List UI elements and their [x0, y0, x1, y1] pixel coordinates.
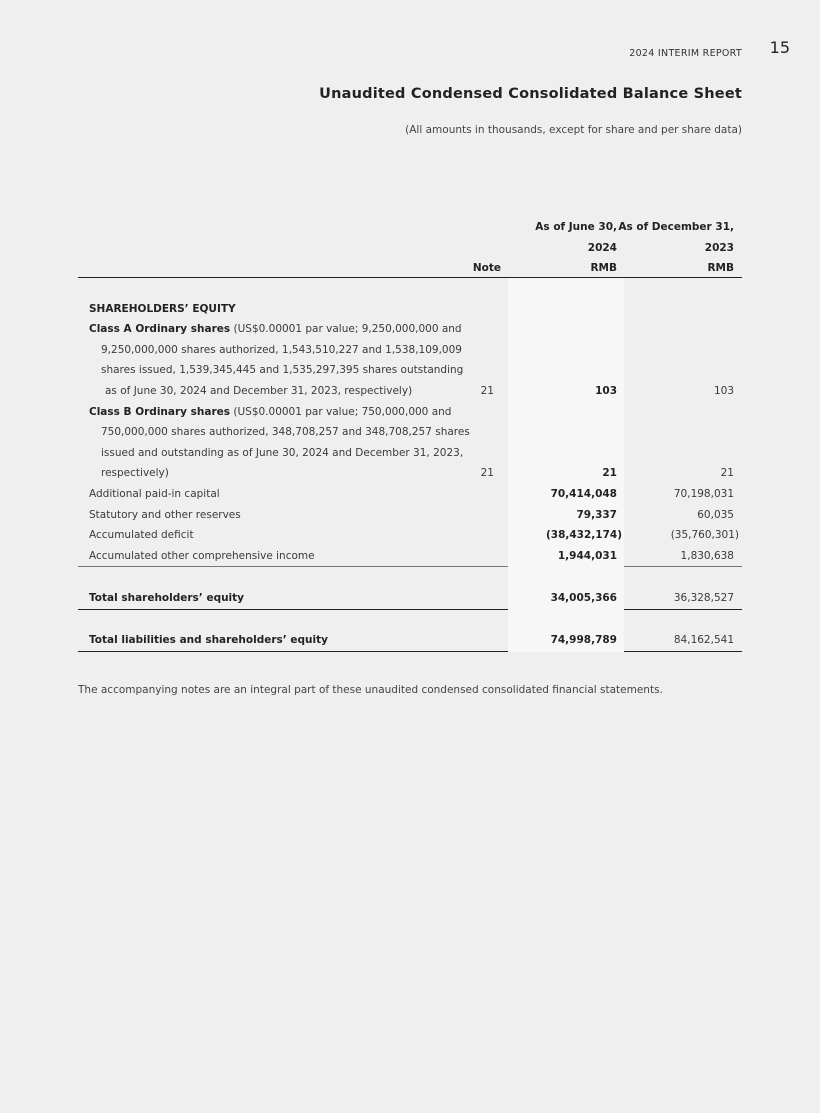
page-title: Unaudited Condensed Consolidated Balance Sheet [319, 86, 742, 102]
class-a-note: 21 [480, 384, 494, 397]
class-a-row-line1: Class A Ordinary shares (US$0.00001 par value; 9,250,000,000 and [89, 323, 462, 336]
grand-total-rule [78, 651, 742, 652]
table-row: Additional paid-in capital 70,414,048 70,198,031 [89, 487, 734, 500]
total-liabilities-equity-row: Total liabilities and shareholders’ equity 74,998,789 84,162,541 [89, 634, 734, 647]
class-b-note: 21 [480, 467, 494, 480]
balance-sheet-table: As of June 30, 2024 RMB As of December 31, 2023 RMB Note SHAREHOLDERS’ EQUITY Class A Ordinary shares (US$0.00001 par value; 9,250,000,000 and 9,250,000,000 shares authorized, 1,543,510,227 and 1,538,109,009 shares issued, 1,539,345,445 and 1,535,297,395 shares outstanding as of June 30, 2024 and December 31, 2023, respectively) 21 103 103 Class B Ordinary shares (US$0.00001 par value; 750,000,000 and 750,000,000 shares authorized, 348,708,257 and 348,708,257 shares issued and outstanding as of June 30, 2024 and December 31, 2023, respectively) 21 21 21 Additional paid-in capital 70,414,048 70,198,031 Statutory and other reserves 79,337 60,035 Accumulated deficit (38,432,174) (35,760,301) Accumulated other comprehensive income 1,944,031 1,830,638 Total shareholders’ equity 34,005,366 36,328,527 Total liabilities and shareholders’ equity 74,998,789 84,162,541 [78, 218, 742, 652]
section-heading: SHAREHOLDERS’ EQUITY [89, 302, 236, 315]
class-b-prior: 21 [720, 467, 734, 480]
class-a-prior: 103 [713, 384, 734, 397]
table-row: Accumulated deficit (38,432,174) (35,760,301) [89, 529, 739, 542]
total-equity-row: Total shareholders’ equity 34,005,366 36,328,527 [89, 591, 734, 604]
class-a-row: as of June 30, 2024 and December 31, 2023, respectively) 21 103 103 [78, 381, 742, 402]
section-heading-row [78, 299, 742, 320]
current-period-header: As of June 30, 2024 RMB [535, 221, 617, 275]
footnote: The accompanying notes are an integral part of these unaudited condensed consolidated financial statements. [78, 684, 663, 696]
class-a-label: Class A Ordinary shares [89, 323, 231, 336]
table-header [78, 218, 742, 277]
prior-period-header: As of December 31, 2023 RMB [618, 221, 734, 275]
page-number: 15 [769, 38, 790, 57]
table-row: Statutory and other reserves 79,337 60,035 [89, 508, 734, 521]
page-subtitle: (All amounts in thousands, except for share and per share data) [405, 124, 742, 136]
class-b-row-line1: Class B Ordinary shares (US$0.00001 par value; 750,000,000 and [89, 405, 452, 418]
note-header: Note [472, 262, 501, 274]
class-b-label: Class B Ordinary shares [89, 405, 231, 418]
class-a-current: 103 [595, 384, 617, 397]
class-b-row: respectively) 21 21 21 [78, 463, 742, 484]
table-row: Accumulated other comprehensive income 1,944,031 1,830,638 [89, 549, 734, 562]
report-label: 2024 INTERIM REPORT [629, 48, 742, 59]
class-b-current: 21 [602, 467, 617, 480]
